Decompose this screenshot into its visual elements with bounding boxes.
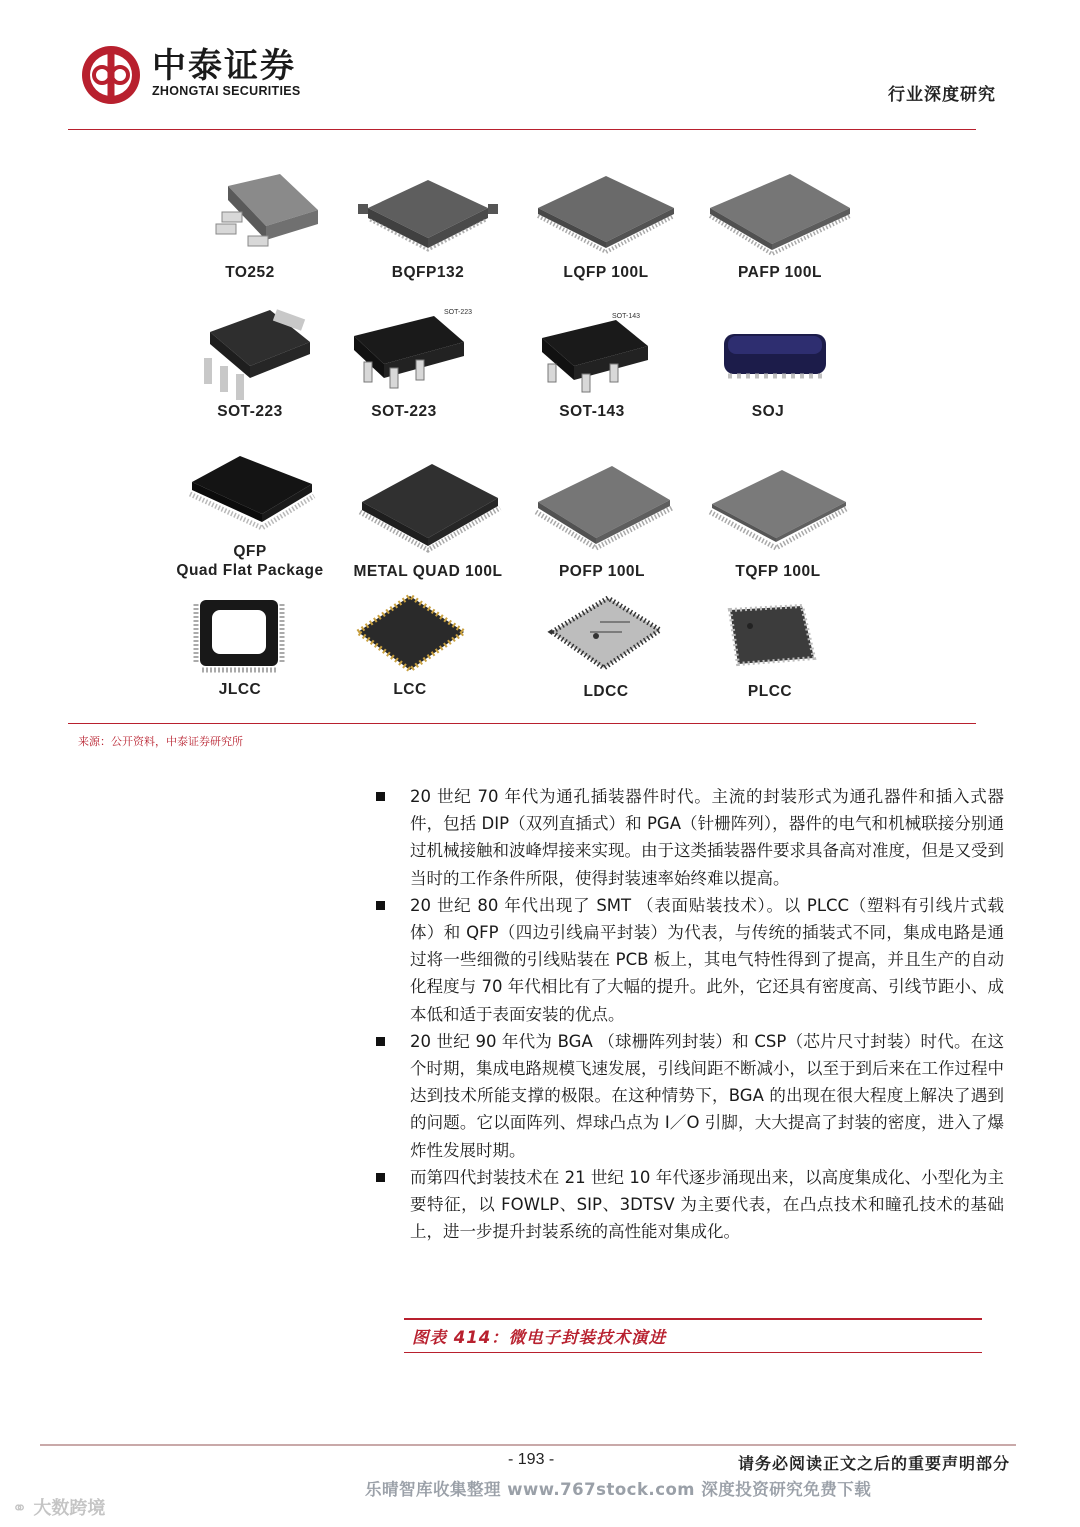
package-sot223-a (165, 302, 335, 421)
sot143-chip-icon (512, 302, 672, 402)
figure-title: 图表 414：微电子封装技术演进 (412, 1328, 667, 1347)
package-pofp100l (517, 450, 687, 581)
lqfp-chip-icon (526, 168, 686, 263)
package-label: PLCC (747, 683, 793, 700)
footer-divider (40, 1444, 1016, 1446)
package-metal-quad (343, 450, 513, 581)
bullet-text: 20 世纪 70 年代为通孔插装器件时代。主流的封装形式为通孔器件和插入式器件，包括 DIP（双列直插式）和 PGA（针栅阵列），器件的电气和机械联接分别通过机械接触和波峰焊接来实现。由于这类插装器件要求具备高对准度，但是又受到当时的工作条件所限，使得封装速率始终难以提高。 (410, 787, 1004, 888)
metal-quad-chip-icon (348, 450, 508, 562)
package-ldcc (521, 592, 691, 701)
pafp-chip-icon (700, 168, 860, 263)
package-jlcc (155, 592, 325, 699)
plcc-chip-icon (690, 592, 850, 682)
package-label: JLCC (218, 681, 262, 698)
ldcc-chip-icon (526, 592, 686, 682)
bullet-item (374, 783, 1004, 892)
bullet-list (374, 783, 1004, 1245)
package-label: SOJ (751, 403, 785, 420)
chip-tag: SOT-223 (444, 309, 473, 316)
figure-source: 来源：公开资料，中泰证券研究所 (78, 735, 243, 748)
company-name-en: ZHONGTAI SECURITIES (152, 84, 301, 98)
package-label: SOT-223 (371, 403, 437, 420)
square-bullet-icon (376, 1037, 385, 1046)
figure-divider (68, 723, 976, 724)
bullet-text: 20 世纪 90 年代为 BGA （球栅阵列封装）和 CSP（芯片尺寸封装）时代。在这个时期，集成电路规模飞速发展，引线间距不断减小，以至于到后来在工作过程中达到技术所能支撑的极限。在这种情势下，BGA 的出现在很大程度上解决了遇到的问题。它以面阵列、焊球凸点为 I／O 引脚，大大提高了封装的密度，进入了爆炸性发展时期。 (410, 1031, 1004, 1160)
package-label: POFP 100L (558, 563, 646, 580)
pofp-chip-icon (522, 450, 682, 562)
corner-watermark-text: 大数跨境 (33, 1498, 106, 1519)
to252-chip-icon (170, 168, 330, 263)
page-number: - 193 - (508, 1451, 555, 1468)
weibo-icon: ⚭ (12, 1498, 28, 1519)
company-name-cn: 中泰证券 (152, 46, 296, 86)
square-bullet-icon (376, 1173, 385, 1182)
package-to252 (165, 168, 335, 282)
package-pafp100l (695, 168, 865, 282)
document-type: 行业深度研究 (888, 85, 996, 105)
package-label: TO252 (225, 264, 275, 281)
package-soj (683, 302, 853, 421)
package-lqfp100l (521, 168, 691, 282)
company-logo-icon (80, 44, 142, 110)
footer-disclaimer: 请务必阅读正文之后的重要声明部分 (737, 1454, 1010, 1473)
package-tqfp100l (693, 450, 863, 581)
package-lcc (325, 592, 495, 699)
package-sot223-b (319, 302, 489, 421)
package-label: LCC (393, 681, 427, 698)
package-bqfp132 (343, 168, 513, 282)
package-label: METAL QUAD 100L (353, 563, 503, 580)
package-label: QFP (233, 543, 267, 560)
sot223-chip-icon (170, 302, 330, 402)
package-label: LQFP 100L (563, 264, 649, 281)
soj-chip-icon (688, 302, 848, 402)
package-plcc (685, 592, 855, 701)
qfp-chip-icon (170, 450, 330, 542)
jlcc-chip-icon (160, 592, 320, 680)
company-name (152, 46, 301, 98)
bullet-item (374, 892, 1004, 1028)
caption-bottom-rule (404, 1352, 982, 1353)
bqfp-chip-icon (348, 168, 508, 263)
package-figure (165, 160, 865, 715)
bullet-text: 而第四代封装技术在 21 世纪 10 年代逐步涌现出来，以高度集成化、小型化为主要特征，以 FOWLP、SIP、3DTSV 为主要代表，在凸点技术和瞳孔技术的基础上，进一步提升封装系统的高性能对集成化。 (410, 1167, 1004, 1242)
lcc-chip-icon (330, 592, 490, 680)
chip-tag: SOT-143 (612, 313, 641, 320)
tqfp-chip-icon (698, 450, 858, 562)
bullet-item (374, 1164, 1004, 1246)
package-label: SOT-223 (217, 403, 283, 420)
watermark-text: 乐晴智库收集整理 www.767stock.com 深度投资研究免费下载 (365, 1480, 872, 1499)
square-bullet-icon (376, 792, 385, 801)
figure-caption (404, 1318, 982, 1353)
bullet-text: 20 世纪 80 年代出现了 SMT （表面贴装技术）。以 PLCC（塑料有引线片式载体）和 QFP（四边引线扁平封装）为代表，与传统的插装式不同，集成电路是通过将一些细微的引线贴装在 PCB 板上，其电气特性得到了提高，并且生产的自动化程度与 70 年代相比有了大幅的提升。此外，它还具有密度高、引线节距小、成本低和适于表面安装的优点。 (410, 895, 1004, 1024)
package-sublabel: Quad Flat Package (176, 562, 324, 579)
header-divider (68, 129, 976, 130)
square-bullet-icon (376, 901, 385, 910)
package-label: TQFP 100L (735, 563, 821, 580)
package-label: SOT-143 (559, 403, 625, 420)
package-qfp (165, 450, 335, 580)
package-sot143 (507, 302, 677, 421)
package-label: PAFP 100L (737, 264, 823, 281)
corner-watermark (12, 1494, 105, 1520)
package-label: LDCC (583, 683, 629, 700)
bullet-item (374, 1028, 1004, 1164)
package-label: BQFP132 (391, 264, 465, 281)
sot223-chip-icon (324, 302, 484, 402)
